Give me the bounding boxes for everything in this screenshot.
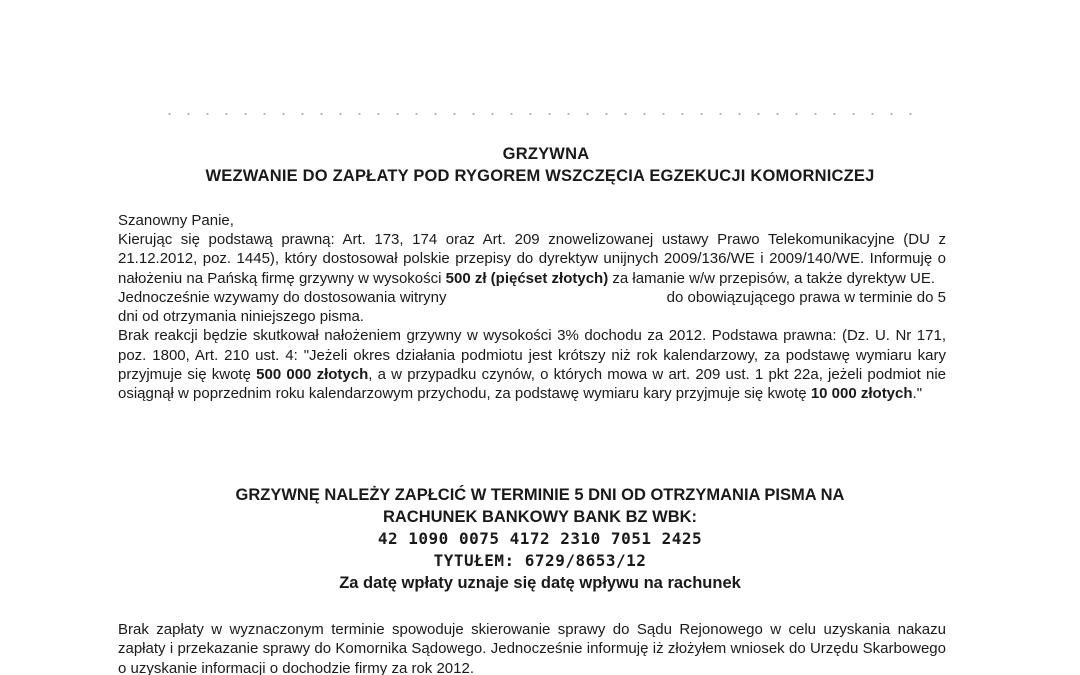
deadline-line-right: do obowiązującego prawa w terminie do 5 [666,288,946,306]
payment-line-1: GRZYWNĘ NALEŻY ZAPŁCIĆ W TERMINIE 5 DNI OD OTRZYMANIA PISMA NA [235,486,845,504]
bank-account-number: 42 1090 0075 4172 2310 7051 2425 [377,529,703,548]
main-paragraph [118,230,946,404]
penalty-amount-min: 10 000 złotych [810,385,913,403]
payment-line-2: RACHUNEK BANKOWY BANK BZ WBK: [382,508,698,526]
deadline-line [118,288,946,307]
payment-title: TYTUŁEM: 6729/8653/12 [433,551,647,570]
text-span: Brak reakcji będzie skutkował nałożeniem grzywny w wysokości 3% dochodu za 2012. Podstawa prawna: (Dz. U. Nr 171, poz. 1800, Art. 210 ust. 4: "Jeżeli okres działania podmiotu jest krótszy niż rok kalendarzowy, za podstawę wymiaru kary przyjmuje się kwotę [118,327,946,384]
text-span: , a w przypadku czynów, o których mowa w art. 209 ust. 1 pkt 22a, jeżeli podmiot nie osiągnął w poprzednim roku kalendarzowym przychodu, za podstawę wymiaru kary przyjmuje się kwotę [118,366,947,403]
fine-amount: 500 zł (pięćset złotych) [445,269,609,287]
payment-instructions [0,484,1080,594]
deadline-continuation: dni od otrzymania niniejszego pisma. [118,308,364,326]
legal-basis-paragraph [118,230,946,288]
text-span: za łamanie w/w przepisów, a także dyrektyw UE. [608,269,935,287]
dotted-separator [160,112,920,116]
closing-paragraph [118,620,946,675]
salutation: Szanowny Panie, [118,212,234,229]
penalty-amount: 500 000 złotych [256,366,369,384]
document-title: GRZYWNA [502,145,590,163]
text-span: ." [912,385,923,403]
document-subtitle: WEZWANIE DO ZAPŁATY POD RYGOREM WSZCZĘCIA EGZEKUCJI KOMORNICZEJ [205,167,875,185]
deadline-line-left: Jednocześnie wzywamy do dostosowania witryny [118,288,447,306]
document-header [0,143,1080,187]
text-span: Kierując się podstawą prawną: Art. 173, 174 oraz Art. 209 znowelizowanej ustawy Prawo Telekomunikacyjne (DU z 21.12.2012, poz. 1445), który dostosował polskie przepisy do dyrektyw unijnych 2009/136/WE i 2009/140/WE. Informuję o nałożeniu na Pańską firmę grzywny w wysokości [118,231,946,287]
closing-text: Brak zapłaty w wyznaczonym terminie spowoduje skierowanie sprawy do Sądu Rejonowego w celu uzyskania nakazu zapłaty i przekazanie sprawy do Komornika Sądowego. Jednocześnie informuję iż złożyłem wniosek do Urzędu Skarbowego o uzyskanie informacji o dochodzie firmy za rok 2012. [118,621,946,675]
penalty-paragraph [118,326,946,403]
payment-date-note: Za datę wpłaty uznaje się datę wpływu na rachunek [339,574,741,592]
